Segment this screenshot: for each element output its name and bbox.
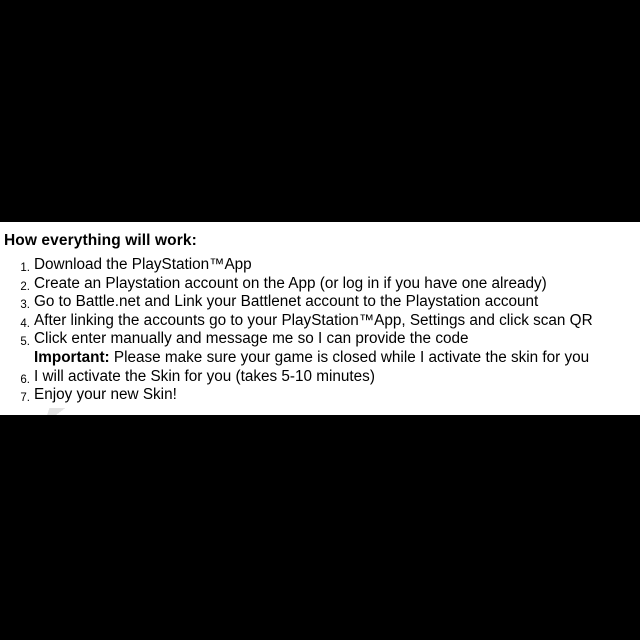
instructions-panel [0, 222, 640, 415]
important-note [34, 349, 634, 368]
step-text: Create an Playstation account on the App (or log in if you have one already) [34, 274, 547, 292]
step-text: Click enter manually and message me so I can provide the code [34, 330, 469, 348]
list-item [0, 293, 640, 312]
list-item [0, 368, 640, 387]
list-item [0, 256, 640, 275]
step-text: After linking the accounts go to your PlayStation™App, Settings and click scan QR [34, 311, 593, 329]
list-item [0, 386, 640, 405]
step-text: Go to Battle.net and Link your Battlenet account to the Playstation account [34, 293, 539, 311]
step-text: I will activate the Skin for you (takes 5-10 minutes) [34, 367, 375, 385]
page-title: How everything will work: [4, 232, 197, 249]
list-item [0, 330, 640, 367]
step-text: Download the PlayStation™App [34, 256, 252, 273]
important-label: Important: [34, 348, 110, 366]
steps-list [0, 256, 640, 415]
list-item [0, 275, 640, 294]
important-text: Please make sure your game is closed while I activate the skin for you [109, 348, 590, 366]
list-item [0, 312, 640, 331]
watermark-mark [45, 408, 76, 422]
step-text: Enjoy your new Skin! [34, 386, 177, 404]
